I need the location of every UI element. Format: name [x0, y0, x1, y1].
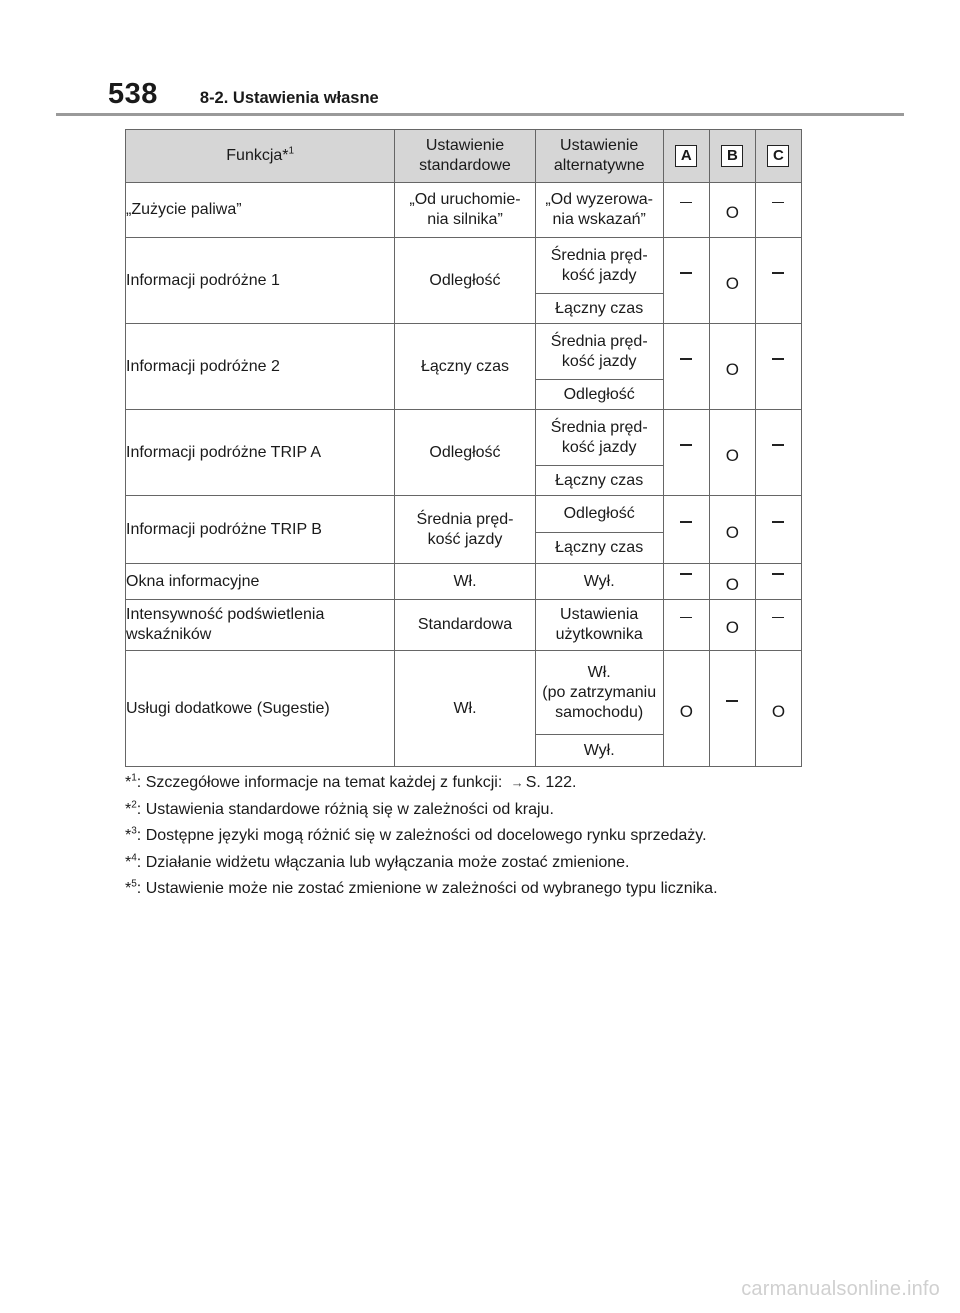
cell-alternative: Średnia pręd- kość jazdy: [535, 324, 663, 380]
cell-function: Informacji podróżne 2: [126, 324, 395, 410]
cell-mark-a: [663, 183, 709, 238]
cell-standard: Standardowa: [395, 600, 535, 651]
footnote: [125, 850, 805, 877]
footnote: [125, 770, 805, 797]
table-row: [126, 410, 802, 466]
cell-mark-b: [709, 324, 755, 410]
cell-alternative: Odległość: [535, 380, 663, 410]
cell-mark-a: [663, 324, 709, 410]
box-a-icon: A: [675, 145, 697, 167]
cell-standard: Odległość: [395, 410, 535, 496]
cell-alternative: „Od wyzerowa- nia wskazań”: [535, 183, 663, 238]
footnote: [125, 823, 805, 850]
cell-alternative: Łączny czas: [535, 533, 663, 564]
table-row: [126, 496, 802, 533]
footnote-mark: *: [125, 853, 132, 871]
footnote-number: 3: [131, 825, 137, 837]
table-row: [126, 564, 802, 600]
circle-mark: O: [725, 445, 739, 465]
cell-mark-c: [755, 183, 801, 238]
cell-mark-c: [755, 238, 801, 324]
circle-mark: O: [725, 273, 739, 293]
cell-mark-c: [755, 600, 801, 651]
cell-mark-c: [755, 496, 801, 564]
cell-mark-a: [663, 651, 709, 767]
footnote: [125, 797, 805, 824]
circle-mark: O: [725, 522, 739, 542]
cell-alternative: Łączny czas: [535, 466, 663, 496]
dash-mark: [680, 573, 692, 575]
arrow-right-icon: →: [510, 775, 524, 790]
section-title: 8-2. Ustawienia własne: [199, 89, 379, 107]
header-b: [709, 130, 755, 183]
footnote-reference[interactable]: S. 122.: [525, 774, 577, 791]
cell-mark-a: [663, 238, 709, 324]
header-standard: Ustawienie standardowe: [395, 130, 535, 183]
cell-mark-b: [709, 183, 755, 238]
cell-mark-b: [709, 410, 755, 496]
cell-function: Informacji podróżne 1: [126, 238, 395, 324]
table-row: [126, 324, 802, 380]
circle-mark: O: [771, 701, 786, 721]
cell-mark-a: [663, 600, 709, 651]
dash-mark: [772, 573, 784, 575]
footnote-mark: *: [125, 880, 132, 897]
cell-alternative: Wył.: [535, 735, 663, 767]
settings-table: [125, 129, 802, 767]
dash-mark: [680, 202, 692, 204]
header-a: [663, 130, 709, 183]
dash-mark: [726, 700, 738, 702]
cell-function: „Zużycie paliwa”: [126, 183, 395, 238]
cell-function: Okna informacyjne: [126, 564, 395, 600]
header-alternative: Ustawienie alternatywne: [535, 130, 663, 183]
table-body: [126, 183, 802, 767]
footnote-text: : Dostępne języki mogą różnić się w zależności od docelowego rynku sprzedaży.: [136, 827, 707, 844]
circle-mark: O: [725, 359, 739, 379]
header-function: Funkcja*$^1$: [126, 130, 395, 183]
cell-alternative: Średnia pręd- kość jazdy: [535, 238, 663, 294]
dash-mark: [680, 358, 692, 360]
table-header-row: [126, 130, 802, 183]
cell-mark-a: [663, 496, 709, 564]
box-c-icon: C: [767, 145, 789, 167]
cell-alternative: Wł. (po zatrzymaniu samochodu): [535, 651, 663, 735]
cell-alternative: Odległość: [535, 496, 663, 533]
circle-mark: O: [679, 701, 693, 721]
page-header: [108, 78, 379, 111]
footnote-mark: *: [125, 800, 132, 818]
cell-alternative: Średnia pręd- kość jazdy: [535, 410, 663, 466]
cell-mark-c: [755, 651, 801, 767]
cell-alternative: Łączny czas: [535, 294, 663, 324]
cell-alternative: Ustawienia użytkownika: [535, 600, 663, 651]
cell-standard: Średnia pręd- kość jazdy: [395, 496, 535, 564]
page-number: 538: [108, 78, 158, 110]
circle-mark: O: [725, 618, 739, 637]
cell-function: Intensywność podświetlenia wskaźników: [126, 600, 395, 651]
footnote-mark: *: [125, 827, 132, 844]
cell-mark-b: [709, 238, 755, 324]
cell-alternative: Wył.: [535, 564, 663, 600]
cell-function: Informacji podróżne TRIP B: [126, 496, 395, 564]
table-row: [126, 238, 802, 294]
footnote-number: 2: [131, 799, 137, 811]
dash-mark: [772, 202, 784, 204]
footnote: [125, 876, 805, 903]
footnotes: [125, 770, 805, 903]
dash-mark: [772, 444, 784, 446]
dash-mark: [772, 358, 784, 360]
dash-mark: [680, 444, 692, 446]
dash-mark: [772, 617, 784, 619]
table-row: [126, 183, 802, 238]
footnote-text: : Szczegółowe informacje na temat każdej z funkcji:: [136, 774, 507, 791]
cell-mark-c: [755, 410, 801, 496]
header-c: [755, 130, 801, 183]
cell-standard: „Od uruchomie- nia silnika”: [395, 183, 535, 238]
dash-mark: [772, 272, 784, 274]
cell-mark-c: [755, 324, 801, 410]
cell-function: Usługi dodatkowe (Sugestie): [126, 651, 395, 767]
watermark: carmanualsonline.info: [741, 1278, 940, 1300]
cell-function: Informacji podróżne TRIP A: [126, 410, 395, 496]
circle-mark: O: [725, 203, 739, 222]
dash-mark: [680, 272, 692, 274]
dash-mark: [772, 521, 784, 523]
cell-standard: Odległość: [395, 238, 535, 324]
cell-mark-a: [663, 564, 709, 600]
footnote-text: : Ustawienie może nie zostać zmienione w zależności od wybranego typu licznika.: [136, 880, 718, 897]
footnote-number: 5: [131, 878, 137, 890]
footnote-mark: *: [125, 774, 132, 791]
header-rule: [56, 113, 904, 116]
table-row: [126, 651, 802, 735]
dash-mark: [680, 617, 692, 619]
cell-mark-c: [755, 564, 801, 600]
cell-mark-a: [663, 410, 709, 496]
cell-mark-b: [709, 564, 755, 600]
table-row: [126, 600, 802, 651]
footnote-number: 1: [131, 772, 137, 784]
cell-standard: Wł.: [395, 651, 535, 767]
cell-mark-b: [709, 651, 755, 767]
cell-mark-b: [709, 600, 755, 651]
cell-standard: Łączny czas: [395, 324, 535, 410]
footnote-number: 4: [131, 852, 137, 864]
footnote-text: : Działanie widżetu włączania lub wyłączania może zostać zmienione.: [136, 853, 630, 871]
cell-mark-b: [709, 496, 755, 564]
box-b-icon: B: [721, 145, 743, 167]
dash-mark: [680, 521, 692, 523]
circle-mark: O: [725, 574, 739, 594]
footnote-text: : Ustawienia standardowe różnią się w zależności od kraju.: [136, 800, 554, 818]
cell-standard: Wł.: [395, 564, 535, 600]
